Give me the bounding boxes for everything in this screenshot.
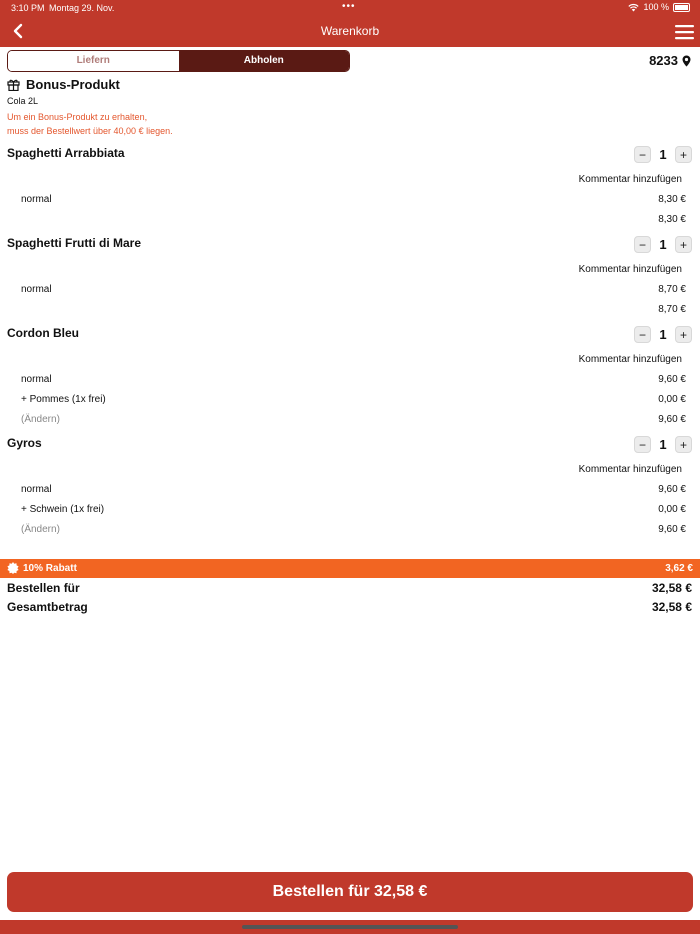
variant-price: 9,60 € xyxy=(658,374,686,385)
change-link[interactable]: (Ändern) xyxy=(21,414,60,425)
increase-button[interactable]: + xyxy=(675,236,692,253)
quantity-stepper xyxy=(634,326,692,343)
variant-label: normal xyxy=(21,284,52,295)
quantity-stepper xyxy=(634,146,692,163)
item-name: Spaghetti Arrabbiata xyxy=(7,146,125,160)
bonus-note-line-1: Um ein Bonus-Produkt zu erhalten, xyxy=(7,112,148,122)
place-order-button[interactable]: Bestellen für 32,58 € xyxy=(7,872,693,912)
grand-total-value: 32,58 € xyxy=(651,600,692,614)
page-title: Warenkorb xyxy=(320,24,380,38)
item-total: 8,30 € xyxy=(658,214,686,225)
decrease-button[interactable]: − xyxy=(634,326,651,343)
status-bar xyxy=(0,0,700,16)
extra-label: + Schwein (1x frei) xyxy=(21,504,105,515)
extra-price: 0,00 € xyxy=(658,394,686,405)
add-comment-link[interactable]: Kommentar hinzufügen xyxy=(578,174,682,185)
quantity-stepper xyxy=(634,236,692,253)
grand-total-label: Gesamtbetrag xyxy=(7,600,88,614)
bonus-note xyxy=(7,110,173,138)
bonus-note-line-2: muss der Bestellwert über 40,00 € liegen. xyxy=(7,126,173,136)
discount-amount: 3,62 € xyxy=(665,563,693,574)
add-comment-link[interactable]: Kommentar hinzufügen xyxy=(578,354,682,365)
item-total: 9,60 € xyxy=(658,414,686,425)
discount-label: 10% Rabatt xyxy=(23,562,77,574)
item-total: 9,60 € xyxy=(658,524,686,535)
battery-indicator xyxy=(628,2,690,12)
order-for-value: 32,58 € xyxy=(651,581,692,595)
location-zip[interactable] xyxy=(649,53,691,68)
bonus-product-heading xyxy=(7,77,120,92)
add-comment-link[interactable]: Kommentar hinzufügen xyxy=(578,464,682,475)
variant-label: normal xyxy=(21,374,52,385)
quantity-value: 1 xyxy=(659,327,667,342)
discount-badge-icon xyxy=(7,562,19,574)
decrease-button[interactable]: − xyxy=(634,436,651,453)
gift-icon xyxy=(7,78,20,91)
status-date: Montag 29. Nov. xyxy=(49,3,115,13)
discount-bar xyxy=(0,559,700,578)
delivery-mode-toggle xyxy=(7,50,350,72)
battery-percent: 100 % xyxy=(643,2,669,12)
bonus-title: Bonus-Produkt xyxy=(26,77,120,92)
change-link[interactable]: (Ändern) xyxy=(21,524,60,535)
quantity-value: 1 xyxy=(659,237,667,252)
bonus-item: Cola 2L xyxy=(7,96,39,106)
variant-price: 8,30 € xyxy=(658,194,686,205)
add-comment-link[interactable]: Kommentar hinzufügen xyxy=(578,264,682,275)
order-for-label: Bestellen für xyxy=(7,581,80,595)
grand-total-row xyxy=(7,600,692,614)
variant-label: normal xyxy=(21,194,52,205)
extra-price: 0,00 € xyxy=(658,504,686,515)
tab-liefern[interactable]: Liefern xyxy=(8,51,179,71)
variant-price: 9,60 € xyxy=(658,484,686,495)
extra-label: + Pommes (1x frei) xyxy=(21,394,106,405)
zip-code: 8233 xyxy=(649,53,678,68)
location-pin-icon xyxy=(682,55,691,67)
item-name: Cordon Bleu xyxy=(7,326,79,340)
quantity-stepper xyxy=(634,436,692,453)
wifi-icon xyxy=(628,3,639,12)
decrease-button[interactable]: − xyxy=(634,146,651,163)
status-time: 3:10 PM xyxy=(11,3,45,13)
variant-label: normal xyxy=(21,484,52,495)
multitasking-dots[interactable]: ••• xyxy=(342,1,356,12)
increase-button[interactable]: + xyxy=(675,436,692,453)
increase-button[interactable]: + xyxy=(675,326,692,343)
variant-price: 8,70 € xyxy=(658,284,686,295)
decrease-button[interactable]: − xyxy=(634,236,651,253)
order-for-row xyxy=(7,581,692,595)
quantity-value: 1 xyxy=(659,437,667,452)
hamburger-menu-icon[interactable] xyxy=(675,24,694,40)
increase-button[interactable]: + xyxy=(675,146,692,163)
nav-bar xyxy=(0,16,700,47)
battery-icon xyxy=(673,3,690,12)
item-name: Spaghetti Frutti di Mare xyxy=(7,236,142,250)
item-name: Gyros xyxy=(7,436,42,450)
home-indicator[interactable] xyxy=(242,925,458,929)
quantity-value: 1 xyxy=(659,147,667,162)
discount-label-group xyxy=(7,562,77,574)
tab-abholen[interactable]: Abholen xyxy=(179,51,350,71)
item-total: 8,70 € xyxy=(658,304,686,315)
